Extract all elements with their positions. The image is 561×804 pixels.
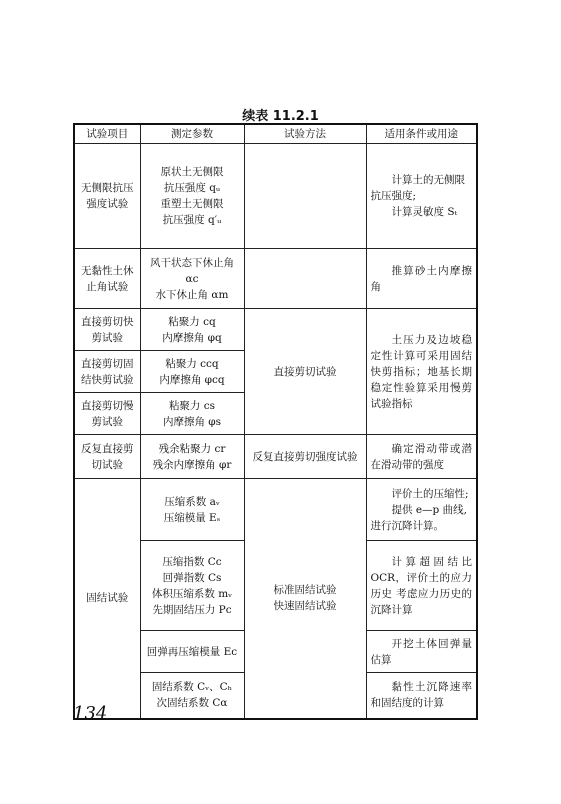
param-line: 粘聚力 cq <box>168 315 216 328</box>
data-table <box>73 123 478 720</box>
cell-parameters <box>140 309 244 351</box>
table-header-row <box>74 124 477 144</box>
cell-application <box>366 479 477 541</box>
param-line: 残余粘聚力 cr <box>158 442 226 455</box>
param-line: 压缩指数 Cc <box>162 555 222 568</box>
cell-test-item: 固结试验 <box>74 479 140 719</box>
cell-application: 确定滑动带或潜在滑动带的强度 <box>366 435 477 479</box>
cell-parameters <box>140 673 244 719</box>
use-line: 评价土的压缩性; <box>391 487 469 500</box>
header-application: 适用条件或用途 <box>366 124 477 144</box>
cell-test-item: 直接剪切慢剪试验 <box>74 393 140 435</box>
cell-application: 土压力及边坡稳定性计算可采用固结快剪指标；地基长期稳定性验算采用慢剪试验指标 <box>366 309 477 435</box>
cell-test-method: 反复直接剪切强度试验 <box>244 435 366 479</box>
param-line: 压缩系数 aᵥ <box>164 495 220 508</box>
param-line: 回弹指数 Cs <box>162 571 222 584</box>
table-row <box>74 309 477 351</box>
cell-test-method <box>244 144 366 249</box>
cell-test-method: 直接剪切试验 <box>244 309 366 435</box>
cell-application: 开挖土体回弹量估算 <box>366 631 477 673</box>
cell-test-method <box>244 479 366 719</box>
cell-parameters <box>140 393 244 435</box>
use-line: 计算土的无侧限 <box>391 174 465 186</box>
page-number: 134 <box>73 703 108 724</box>
param-line: 原状土无侧限 <box>160 166 224 178</box>
param-line: 粘聚力 ccq <box>165 357 219 370</box>
cell-parameters <box>140 479 244 541</box>
cell-application: 计算超固结比 OCR，评价土的应力历史 考虑应力历史的沉降计算 <box>366 541 477 631</box>
param-line: 风干状态下休止角 αc <box>150 256 234 285</box>
param-line: 抗压强度 qᵤ <box>163 182 221 194</box>
use-line: 进行沉降计算。 <box>370 519 444 532</box>
cell-parameters <box>140 351 244 393</box>
cell-parameters <box>140 541 244 631</box>
cell-test-item: 直接剪切快剪试验 <box>74 309 140 351</box>
cell-application: 推算砂土内摩擦角 <box>366 249 477 309</box>
param-line: 次固结系数 Cα <box>156 697 228 710</box>
table-row <box>74 435 477 479</box>
cell-parameters: 回弹再压缩模量 Ec <box>140 631 244 673</box>
use-line: 计算灵敏度 Sₜ <box>391 206 458 218</box>
cell-application: 黏性土沉降速率和固结度的计算 <box>366 673 477 719</box>
param-line: 水下休止角 αm <box>155 288 229 301</box>
param-line: 抗压强度 q′ᵤ <box>162 214 222 226</box>
param-line: 残余内摩擦角 φr <box>152 458 232 471</box>
header-test-method: 试验方法 <box>244 124 366 144</box>
use-line: 抗压强度; <box>370 190 417 202</box>
param-line: 固结系数 Cᵥ、Cₕ <box>151 681 233 694</box>
param-line: 内摩擦角 φq <box>162 331 222 344</box>
param-line: 内摩擦角 φcq <box>159 373 225 386</box>
cell-parameters <box>140 435 244 479</box>
param-line: 体积压缩系数 mᵥ <box>151 587 233 600</box>
table-row <box>74 144 477 249</box>
cell-test-item: 无黏性土休止角试验 <box>74 249 140 309</box>
header-test-item: 试验项目 <box>74 124 140 144</box>
method-line: 标准固结试验 <box>273 584 337 597</box>
cell-test-method <box>244 249 366 309</box>
cell-parameters <box>140 144 244 249</box>
cell-application <box>366 144 477 249</box>
table-title: 续表 11.2.1 <box>242 109 319 124</box>
table-row <box>74 479 477 541</box>
cell-test-item: 直接剪切固结快剪试验 <box>74 351 140 393</box>
use-line: 提供 e—p 曲线, <box>391 503 467 516</box>
cell-test-item: 无侧限抗压强度试验 <box>74 144 140 249</box>
param-line: 压缩模量 Eₛ <box>163 511 221 524</box>
param-line: 内摩擦角 φs <box>162 415 222 428</box>
table-row <box>74 249 477 309</box>
param-line: 粘聚力 cs <box>168 399 216 412</box>
method-line: 快速固结试验 <box>273 600 337 613</box>
cell-parameters <box>140 249 244 309</box>
param-line: 先期固结压力 Pc <box>152 603 232 616</box>
cell-test-item: 反复直接剪切试验 <box>74 435 140 479</box>
param-line: 重塑土无侧限 <box>160 198 224 210</box>
header-parameters: 测定参数 <box>140 124 244 144</box>
